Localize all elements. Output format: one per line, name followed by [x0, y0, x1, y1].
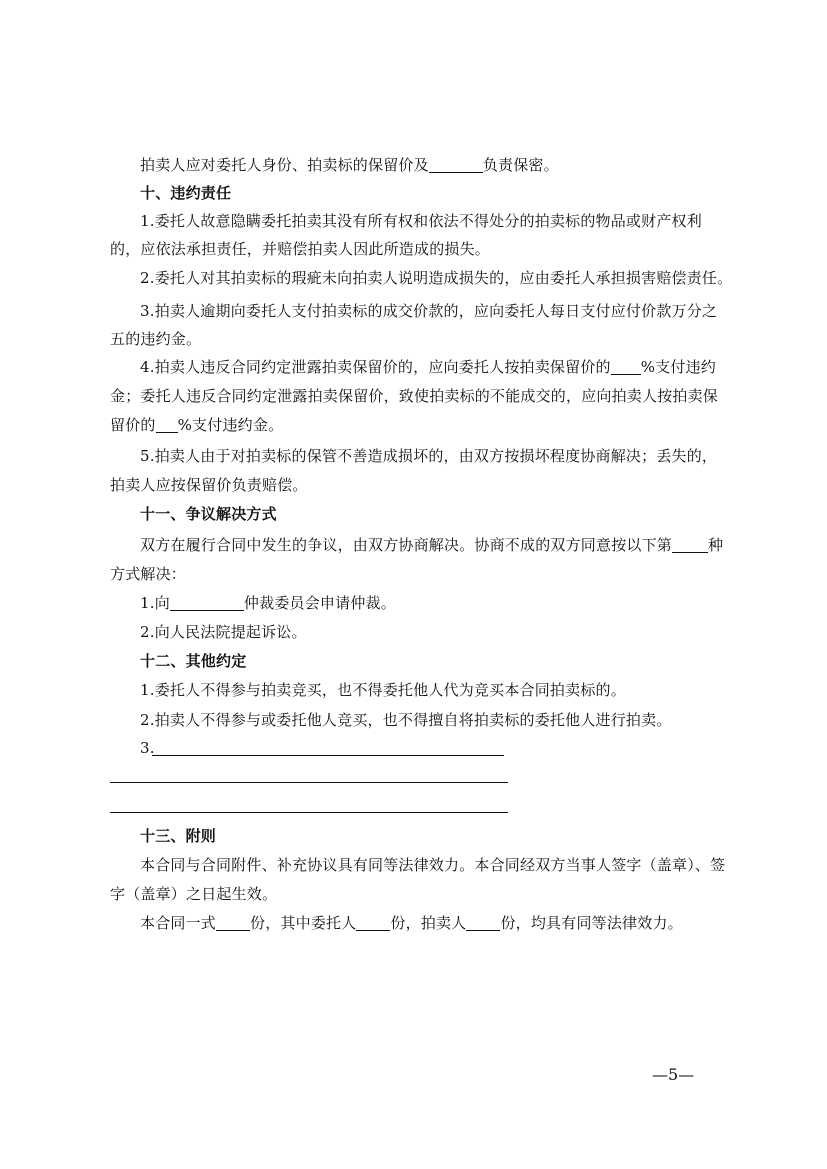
- fill-line[interactable]: [152, 755, 504, 756]
- blank-field[interactable]: [611, 358, 641, 375]
- clause-10-2: 2.委托人对其拍卖标的瑕疵未向拍卖人说明造成损失的，应由委托人承担损害赔偿责任。: [140, 269, 733, 287]
- clause-11-line2: 方式解决：: [110, 565, 187, 583]
- blank-field[interactable]: [216, 914, 250, 931]
- clause-13-line1: 本合同与合同附件、补充协议具有同等法律效力。本合同经双方当事人签字（盖章）、签: [140, 856, 726, 874]
- page-number: —5—: [652, 1065, 695, 1084]
- clause-11-line1: 双方在履行合同中发生的争议，由双方协商解决。协商不成的双方同意按以下第 种: [140, 536, 724, 554]
- blank-field[interactable]: [429, 156, 483, 173]
- clause-11-1: 1.向 仲裁委员会申请仲裁。: [140, 594, 396, 612]
- clause-12-1: 1.委托人不得参与拍卖竞买，也不得委托他人代为竞买本合同拍卖标的。: [140, 681, 626, 699]
- clause-10-3-line1: 3.拍卖人逾期向委托人支付拍卖标的成交价款的，应向委托人每日支付应付价款万分之: [140, 302, 718, 320]
- heading-dispute-resolution: 十一、争议解决方式: [140, 505, 277, 523]
- paragraph-confidentiality: 拍卖人应对委托人身份、拍卖标的保留价及 负责保密。: [140, 156, 559, 174]
- clause-12-3: 3.: [140, 739, 155, 757]
- clause-11-2: 2.向人民法院提起诉讼。: [140, 623, 307, 641]
- heading-supplementary: 十三、附则: [140, 827, 217, 845]
- clause-10-4-line2: 金；委托人违反合同约定泄露拍卖保留价，致使拍卖标的不能成交的，应向拍卖人按拍卖保: [110, 387, 719, 405]
- clause-10-5-line2: 拍卖人应按保留价负责赔偿。: [110, 476, 308, 494]
- fill-line[interactable]: [110, 782, 508, 783]
- clause-10-3-line2: 五的违约金。: [110, 330, 202, 348]
- blank-field[interactable]: [356, 914, 390, 931]
- heading-breach-liability: 十、违约责任: [140, 184, 232, 202]
- clause-10-4-line1: 4.拍卖人违反合同约定泄露拍卖保留价的，应向委托人按拍卖保留价的 %支付违约: [140, 358, 716, 376]
- clause-12-2: 2.拍卖人不得参与或委托他人竞买，也不得擅自将拍卖标的委托他人进行拍卖。: [140, 711, 672, 729]
- fill-line[interactable]: [110, 812, 508, 813]
- clause-10-4-line3: 留价的 %支付违约金。: [110, 416, 284, 434]
- blank-field[interactable]: [156, 416, 178, 433]
- clause-13-copies: 本合同一式 份，其中委托人 份，拍卖人 份，均具有同等法律效力。: [140, 914, 683, 932]
- heading-other-agreements: 十二、其他约定: [140, 652, 247, 670]
- clause-13-line2: 字（盖章）之日起生效。: [110, 885, 278, 903]
- blank-field[interactable]: [672, 536, 708, 553]
- clause-10-5-line1: 5.拍卖人由于对拍卖标的保管不善造成损坏的，由双方按损坏程度协商解决；丢失的，: [140, 447, 718, 465]
- blank-field[interactable]: [170, 594, 244, 611]
- clause-10-1-line1: 1.委托人故意隐瞒委托拍卖其没有所有权和依法不得处分的拍卖标的物品或财产权利: [140, 212, 702, 230]
- blank-field[interactable]: [466, 914, 500, 931]
- clause-10-1-line2: 的，应依法承担责任，并赔偿拍卖人因此所造成的损失。: [110, 240, 491, 258]
